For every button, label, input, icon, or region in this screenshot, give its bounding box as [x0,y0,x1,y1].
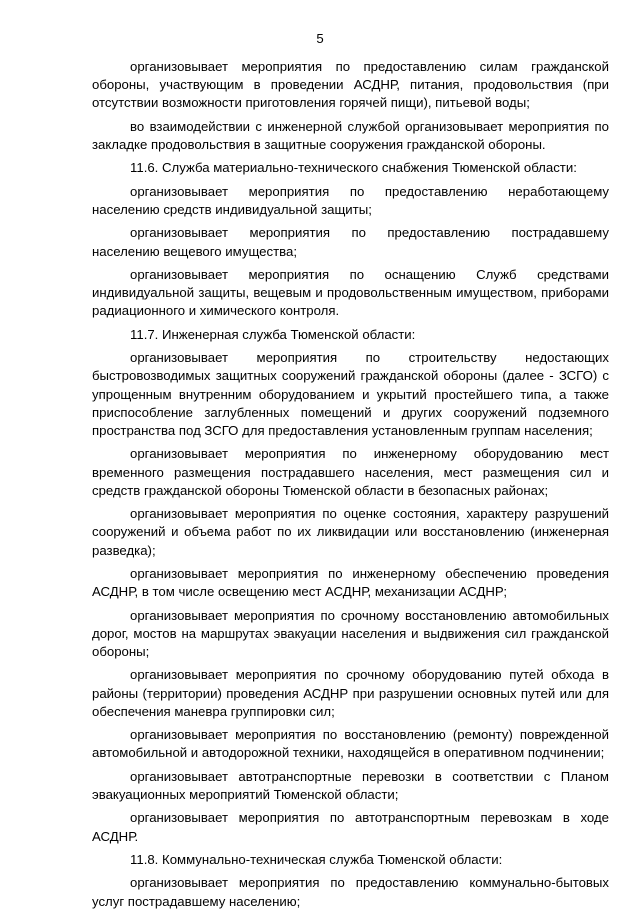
paragraph: организовывает мероприятия по срочному восстановлению автомобильных дорог, мостов на маршрутах эвакуации населения и выдвижения сил гражданской обороны; [92,607,609,659]
paragraph: организовывает мероприятия по автотранспортным перевозкам в ходе АСДНР. [92,810,609,844]
paragraph: организовывает автотранспортные перевозки в соответствии с Планом эвакуационных мероприятий Тюменской области; [92,768,609,802]
paragraph: организовывает мероприятия по инженерному обеспечению проведения АСДНР, в том числе освещению мест АСДНР, механизации АСДНР; [92,565,609,600]
paragraph: организовывает мероприятия по строительству недостающих быстровозводимых защитных сооружений гражданской обороны (далее - ЗСГО) с упрощенным внутренним оборудованием и укрытий простейшего типа, а также приспособление заглубленных помещений и других сооружений подземного пространства под ЗСГО для предоставления установленным группам населения; [92,350,609,438]
paragraph: организовывает мероприятия по срочному оборудованию путей обхода в районы (территории) проведения АСДНР при разрушении основных путей или для обеспечения маневра группировки сил; [92,667,609,719]
paragraph: организовывает мероприятия по инженерному оборудованию мест временного размещения пострадавшего населения, мест размещения сил и средств гражданской обороны Тюменской области в безопасных районах; [92,446,609,498]
section-heading: 11.8. Коммунально-техническая служба Тюменской области: [130,851,503,867]
paragraph: организовывает мероприятия по оценке состояния, характеру разрушений сооружений и объема работ по их ликвидации или восстановлению (инженерная разведка); [92,506,609,558]
section-heading: 11.7. Инженерная служба Тюменской области: [130,326,416,342]
paragraph: организовывает мероприятия по предоставлению пострадавшему населению вещевого имущества; [92,225,609,259]
section-heading: 11.6. Служба материально-технического снабжения Тюменской области: [130,160,577,176]
paragraph: организовывает мероприятия по предоставлению неработающему населению средств индивидуальной защиты; [92,183,609,217]
paragraph: организовывает мероприятия по восстановлению (ремонту) поврежденной автомобильной и автодорожной техники, находящейся в оперативном подчинении; [92,727,609,761]
paragraph: во взаимодействии с инженерной службой организовывает мероприятия по закладке продовольствия в защитные сооружения гражданской обороны. [92,118,609,152]
paragraph: организовывает мероприятия по оснащению Служб средствами индивидуальной защиты, вещевым и продовольственным имуществом, приборами радиационного и химического контроля. [92,266,609,319]
document-body [92,58,609,916]
paragraph: организовывает мероприятия по предоставлению коммунально-бытовых услуг пострадавшему населению; [92,875,609,909]
page-number: 5 [316,31,324,46]
paragraph: организовывает мероприятия по предоставлению силам гражданской обороны, участвующим в проведении АСДНР, питания, продовольствия (при отсутствии возможности приготовления горячей пищи), питьевой воды; [92,59,609,111]
